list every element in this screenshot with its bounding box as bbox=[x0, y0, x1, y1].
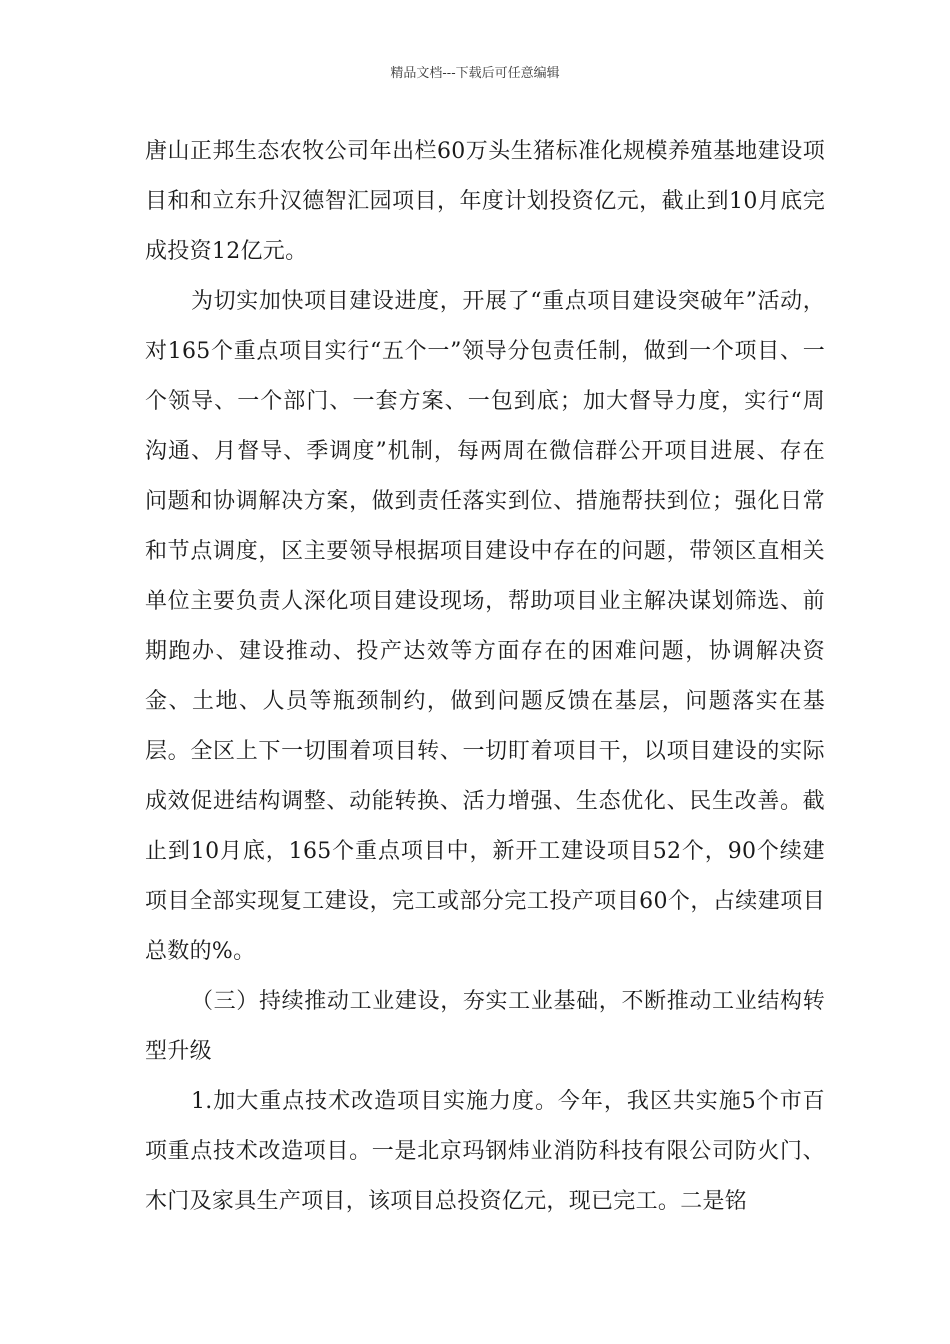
paragraph-key-project-campaign: 为切实加快项目建设进度，开展了“重点项目建设突破年”活动，对165个重点项目实行“五个一”领导分包责任制，做到一个项目、一个领导、一个部门、一套方案、一包到底；加大督导力度，实行“周沟通、月督导、季调度”机制，每两周在微信群公开项目进展、存在问题和协调解决方案，做到责任落实到位、措施帮扶到位；强化日常和节点调度，区主要领导根据项目建设中存在的问题，带领区直相关单位主要负责人深化项目建设现场，帮助项目业主解决谋划筛选、前期跑办、建设推动、投产达效等方面存在的困难问题，协调解决资金、土地、人员等瓶颈制约，做到问题反馈在基层，问题落实在基层。全区上下一切围着项目转、一切盯着项目干，以项目建设的实际成效促进结构调整、动能转换、活力增强、生态优化、民生改善。截止到10月底，165个重点项目中，新开工建设项目52个，90个续建项目全部实现复工建设，完工或部分完工投产项目60个，占续建项目总数的%。 bbox=[145, 289, 825, 964]
paragraph-technical-renovation: 1.加大重点技术改造项目实施力度。今年，我区共实施5个市百项重点技术改造项目。一是北京玛钢炜业消防科技有限公司防火门、木门及家具生产项目，该项目总投资亿元，现已完工。二是铭 bbox=[145, 1089, 825, 1214]
page-header: 精品文档---下载后可任意编辑 bbox=[390, 66, 560, 81]
paragraph-project-investment: 唐山正邦生态农牧公司年出栏60万头生猪标准化规模养殖基地建设项目和和立东升汉德智汇园项目，年度计划投资亿元，截止到10月底完成投资12亿元。 bbox=[145, 139, 825, 264]
section-heading-industry: （三）持续推动工业建设，夯实工业基础，不断推动工业结构转型升级 bbox=[145, 989, 825, 1064]
document-body bbox=[145, 127, 825, 1227]
